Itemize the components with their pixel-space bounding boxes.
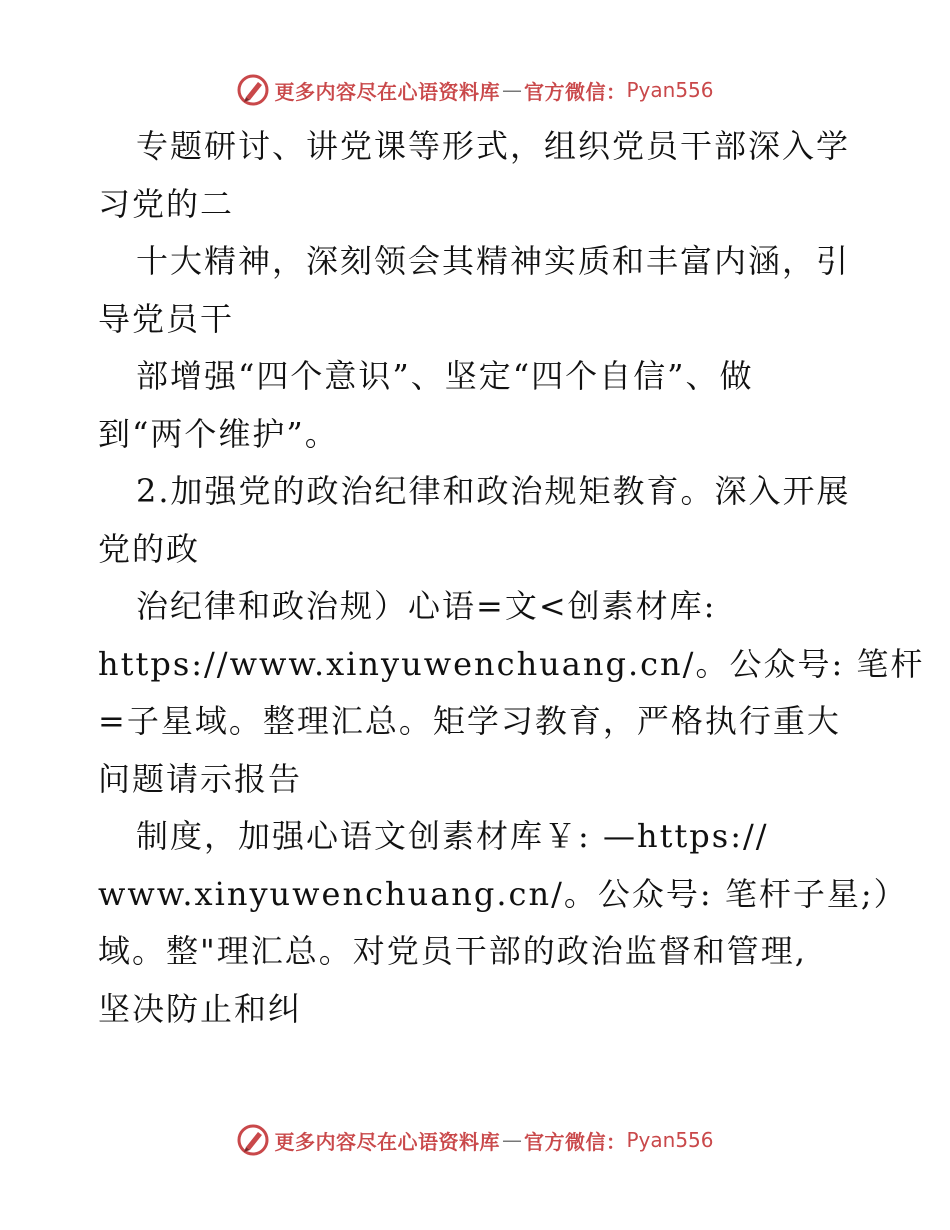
watermark-separator: — [501,1128,522,1152]
watermark-account-id: Pyan556 [626,1128,714,1152]
body-line: 专题研讨、讲党课等形式，组织党员干部深入学 [136,127,851,165]
header-watermark [0,70,950,110]
body-line: 域。整"理汇总。对党员干部的政治监督和管理, [98,932,807,970]
body-line: 问题请示报告 [98,759,303,798]
body-line: www.xinyuwenchuang.cn/。公众号: 笔杆子星;） [98,874,908,913]
pen-circle-logo-icon [236,73,270,107]
body-line: https://www.xinyuwenchuang.cn/。公众号: 笔杆 [98,644,925,683]
watermark-separator: — [501,78,522,102]
body-line: 坚决防止和纠 [98,989,303,1028]
body-line: 习党的二 [98,184,235,223]
body-line: 治纪律和政治规）心语=文<创素材库: [136,587,717,625]
body-line: 部增强“四个意识”、坚定“四个自信”、做 [136,357,754,395]
body-line: =子星域。整理汇总。矩学习教育，严格执行重大 [98,702,841,740]
body-line: 2.加强党的政治纪律和政治规矩教育。深入开展 [136,472,851,510]
watermark-text: 更多内容尽在心语资料库 [274,79,500,104]
watermark-account-label: 官方微信： [523,79,627,104]
footer-watermark [0,1120,950,1160]
document-body [98,118,925,1038]
body-line: 十大精神，深刻领会其精神实质和丰富内涵，引 [136,242,851,280]
watermark-account-id: Pyan556 [626,78,714,102]
body-line: 到“两个维护”。 [98,414,339,453]
body-line: 导党员干 [98,299,235,338]
body-line: 党的政 [98,529,201,568]
watermark-text: 更多内容尽在心语资料库 [274,1129,500,1154]
body-line: 制度，加强心语文创素材库￥: —https:// [136,817,769,855]
watermark-account-label: 官方微信： [523,1129,627,1154]
pen-circle-logo-icon [236,1123,270,1157]
